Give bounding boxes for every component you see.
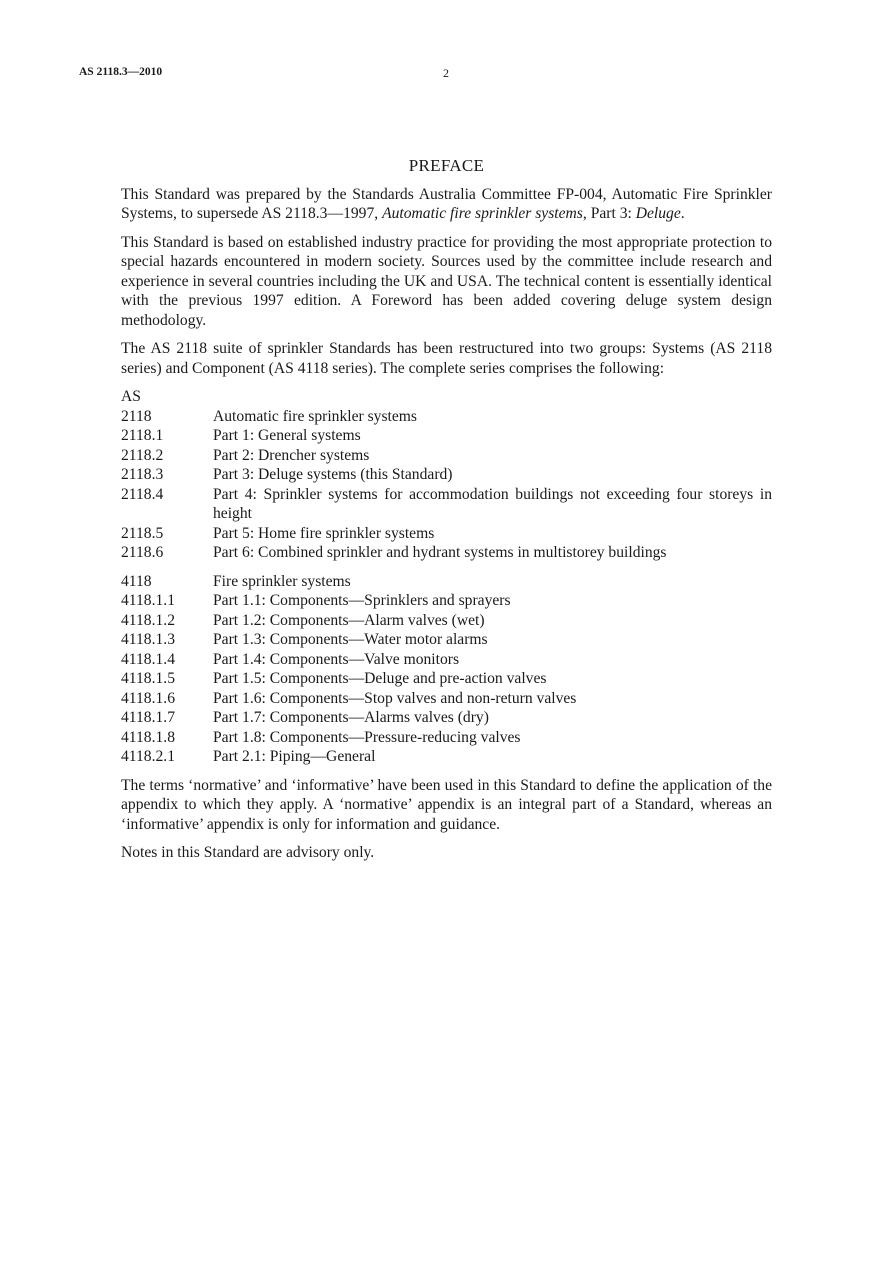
group-spacer (121, 563, 772, 572)
series-list-heading: AS (121, 388, 141, 405)
paragraph-committee (121, 185, 772, 224)
standard-code: 2118.5 (121, 524, 164, 542)
paragraph-notes: Notes in this Standard are advisory only. (121, 844, 375, 861)
standard-description: Part 1.7: Components—Alarms valves (dry) (213, 709, 489, 726)
standard-description: Part 1: General systems (213, 427, 361, 444)
standard-description: Part 1.8: Components—Pressure-reducing valves (213, 728, 521, 746)
standard-code: 4118.1.6 (121, 689, 175, 707)
standard-code: 4118.1.1 (121, 592, 175, 609)
list-item (121, 524, 772, 544)
list-item (121, 708, 772, 728)
standard-code: 4118.1.7 (121, 709, 175, 726)
series-group-2118 (121, 407, 772, 563)
paragraph-practice: This Standard is based on established industry practice for providing the most appropriate protection to special hazards encountered in modern society. Sources used by the committee include research and experience in several countries including the UK and USA. The technical content is essentially identical with the previous 1997 edition. A Foreword has been added covering deluge system design methodology. (121, 233, 772, 329)
standard-description: Part 1.3: Components—Water motor alarms (213, 631, 488, 648)
page-number: 2 (443, 66, 449, 80)
standard-description: Part 2: Drencher systems (213, 446, 370, 464)
standard-code: 4118.1.4 (121, 650, 175, 668)
standard-code: 2118.2 (121, 446, 164, 464)
paragraph-normative: The terms ‘normative’ and ‘informative’ have been used in this Standard to define the application of the appendix to which they apply. A ‘normative’ appendix is an integral part of a Standard, whereas an ‘informative’ appendix is only for information and guidance. (121, 776, 772, 833)
running-header (79, 66, 450, 78)
page-title: PREFACE (408, 156, 485, 175)
standard-description: Part 2.1: Piping—General (213, 748, 376, 765)
paragraph-committee-middle: , Part 3: (582, 205, 636, 222)
standard-code: 2118.6 (121, 544, 164, 561)
series-group-4118 (121, 572, 772, 767)
italic-part-name: Deluge (635, 205, 681, 222)
standard-description: Part 6: Combined sprinkler and hydrant systems in multistorey buildings (213, 544, 667, 561)
standard-description: Part 4: Sprinkler systems for accommodation buildings not exceeding four storeys in height (213, 485, 772, 522)
list-item (121, 465, 772, 485)
paragraph-committee-text: This Standard was prepared by the Standards Australia Committee FP-004, Automatic Fire Sprinkler Systems, to supersede AS 2118.3—1997, (121, 185, 772, 222)
list-item (121, 446, 772, 466)
standard-description: Part 3: Deluge systems (this Standard) (213, 466, 453, 483)
list-item (121, 650, 772, 670)
list-spacer (121, 767, 772, 776)
list-item (121, 747, 772, 767)
standard-code: 4118.1.2 (121, 611, 175, 629)
list-item (121, 689, 772, 709)
standard-code: 2118 (121, 407, 152, 425)
standard-reference: AS 2118.3—2010 (79, 66, 163, 78)
standard-description: Part 1.5: Components—Deluge and pre-action valves (213, 670, 547, 687)
standard-description: Part 5: Home fire sprinkler systems (213, 524, 435, 542)
list-item (121, 572, 772, 592)
standard-description: Part 1.1: Components—Sprinklers and sprayers (213, 592, 511, 609)
standard-description: Fire sprinkler systems (213, 572, 351, 590)
list-item (121, 591, 772, 611)
paragraph-committee-end: . (680, 205, 685, 222)
standard-description: Part 1.4: Components—Valve monitors (213, 650, 460, 668)
list-item (121, 728, 772, 748)
list-item (121, 426, 772, 446)
standard-code: 4118.2.1 (121, 748, 175, 765)
document-body (121, 156, 772, 872)
standard-code: 4118.1.8 (121, 728, 175, 746)
list-item (121, 485, 772, 524)
standard-code: 4118 (121, 572, 152, 590)
list-item (121, 543, 772, 563)
paragraph-suite: The AS 2118 suite of sprinkler Standards has been restructured into two groups: Systems (AS 2118 series) and Component (AS 4118 series). The complete series comprises the following: (121, 340, 772, 377)
italic-title: Automatic fire sprinkler systems (382, 205, 583, 222)
standard-code: 4118.1.3 (121, 631, 175, 648)
list-item (121, 611, 772, 631)
standard-code: 2118.3 (121, 466, 164, 483)
standard-description: Automatic fire sprinkler systems (213, 407, 417, 425)
standard-code: 2118.4 (121, 485, 164, 503)
standard-description: Part 1.6: Components—Stop valves and non-return valves (213, 689, 577, 707)
standard-description: Part 1.2: Components—Alarm valves (wet) (213, 611, 485, 629)
list-item (121, 407, 772, 427)
standard-code: 4118.1.5 (121, 670, 175, 687)
standard-code: 2118.1 (121, 427, 164, 444)
list-item (121, 669, 772, 689)
series-list (121, 387, 772, 767)
list-item (121, 630, 772, 650)
